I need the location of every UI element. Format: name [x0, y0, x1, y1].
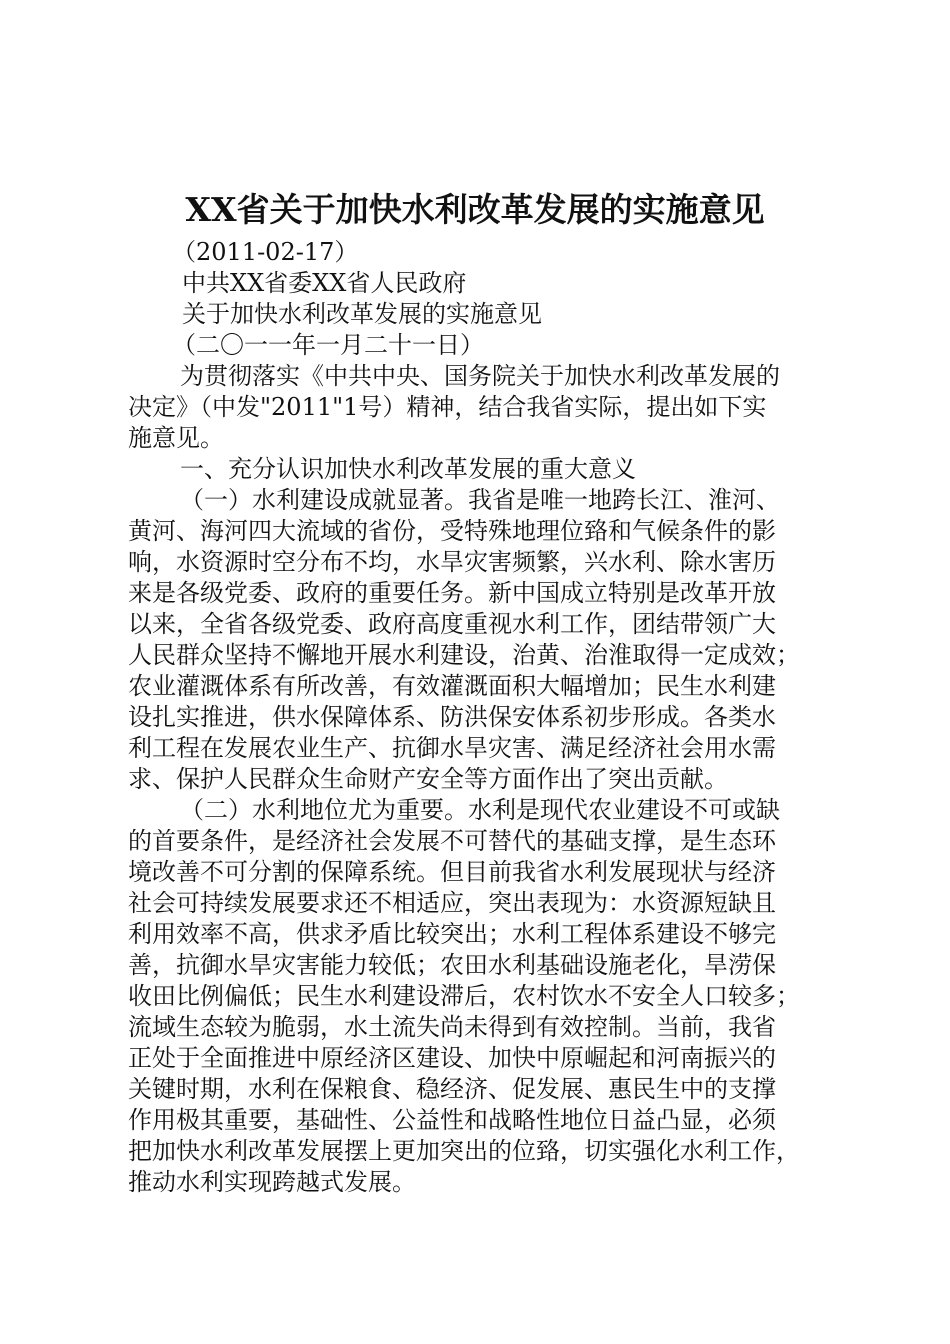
paragraph-line: 响，水资源时空分布不均，水旱灾害频繁，兴水利、除水害历 — [128, 548, 776, 576]
paragraph-two — [128, 795, 832, 1198]
intro-line: 施意见。 — [128, 424, 224, 452]
paragraph-line: 境改善不可分割的保障系统。但目前我省水利发展现状与经济 — [128, 858, 776, 886]
document-title: XX省关于加快水利改革发展的实施意见 — [185, 190, 765, 229]
paragraph-one — [128, 485, 832, 795]
paragraph-line: 的首要条件，是经济社会发展不可替代的基础支撑，是生态环 — [128, 827, 776, 855]
issuer-line: 中共XX省委XX省人民政府 — [182, 269, 467, 297]
intro-line: 决定》（中发"2011"1号）精神，结合我省实际，提出如下实 — [128, 393, 767, 421]
paragraph-line: 黄河、海河四大流域的省份，受特殊地理位臵和气候条件的影 — [128, 517, 776, 545]
date-line: （2011-02-17） — [172, 238, 359, 266]
intro-line: 为贯彻落实《中共中央、国务院关于加快水利改革发展的 — [180, 362, 780, 390]
paragraph-line: 社会可持续发展要求还不相适应，突出表现为：水资源短缺且 — [128, 889, 776, 917]
paragraph-line: （二）水利地位尤为重要。水利是现代农业建设不可或缺 — [180, 796, 780, 824]
paragraph-line: 利用效率不高，供求矛盾比较突出；水利工程体系建设不够完 — [128, 920, 776, 948]
paragraph-line: 来是各级党委、政府的重要任务。新中国成立特别是改革开放 — [128, 579, 776, 607]
subtitle-line: 关于加快水利改革发展的实施意见 — [182, 300, 542, 328]
paragraph-line: 推动水利实现跨越式发展。 — [128, 1168, 416, 1196]
issue-date-line: （二〇一一年一月二十一日） — [172, 331, 484, 359]
intro-paragraph — [128, 361, 832, 454]
paragraph-line: 以来，全省各级党委、政府高度重视水利工作，团结带领广大 — [128, 610, 776, 638]
paragraph-line: 收田比例偏低；民生水利建设滞后，农村饮水不安全人口较多； — [128, 982, 800, 1010]
paragraph-line: 设扎实推进，供水保障体系、防洪保安体系初步形成。各类水 — [128, 703, 776, 731]
paragraph-line: 利工程在发展农业生产、抗御水旱灾害、满足经济社会用水需 — [128, 734, 776, 762]
section-heading: 一、充分认识加快水利改革发展的重大意义 — [180, 455, 636, 483]
paragraph-line: 关键时期，水利在保粮食、稳经济、促发展、惠民生中的支撑 — [128, 1075, 776, 1103]
document-body — [128, 237, 832, 1198]
paragraph-line: 农业灌溉体系有所改善，有效灌溉面积大幅增加；民生水利建 — [128, 672, 776, 700]
paragraph-line: 求、保护人民群众生命财产安全等方面作出了突出贡献。 — [128, 765, 728, 793]
paragraph-line: 流域生态较为脆弱，水土流失尚未得到有效控制。当前，我省 — [128, 1013, 776, 1041]
paragraph-line: 作用极其重要，基础性、公益性和战略性地位日益凸显，必须 — [128, 1106, 776, 1134]
paragraph-line: 把加快水利改革发展摆上更加突出的位臵，切实强化水利工作， — [128, 1137, 800, 1165]
paragraph-line: 人民群众坚持不懈地开展水利建设，治黄、治淮取得一定成效； — [128, 641, 800, 669]
paragraph-line: （一）水利建设成就显著。我省是唯一地跨长江、淮河、 — [180, 486, 780, 514]
paragraph-line: 善，抗御水旱灾害能力较低；农田水利基础设施老化，旱涝保 — [128, 951, 776, 979]
paragraph-line: 正处于全面推进中原经济区建设、加快中原崛起和河南振兴的 — [128, 1044, 776, 1072]
